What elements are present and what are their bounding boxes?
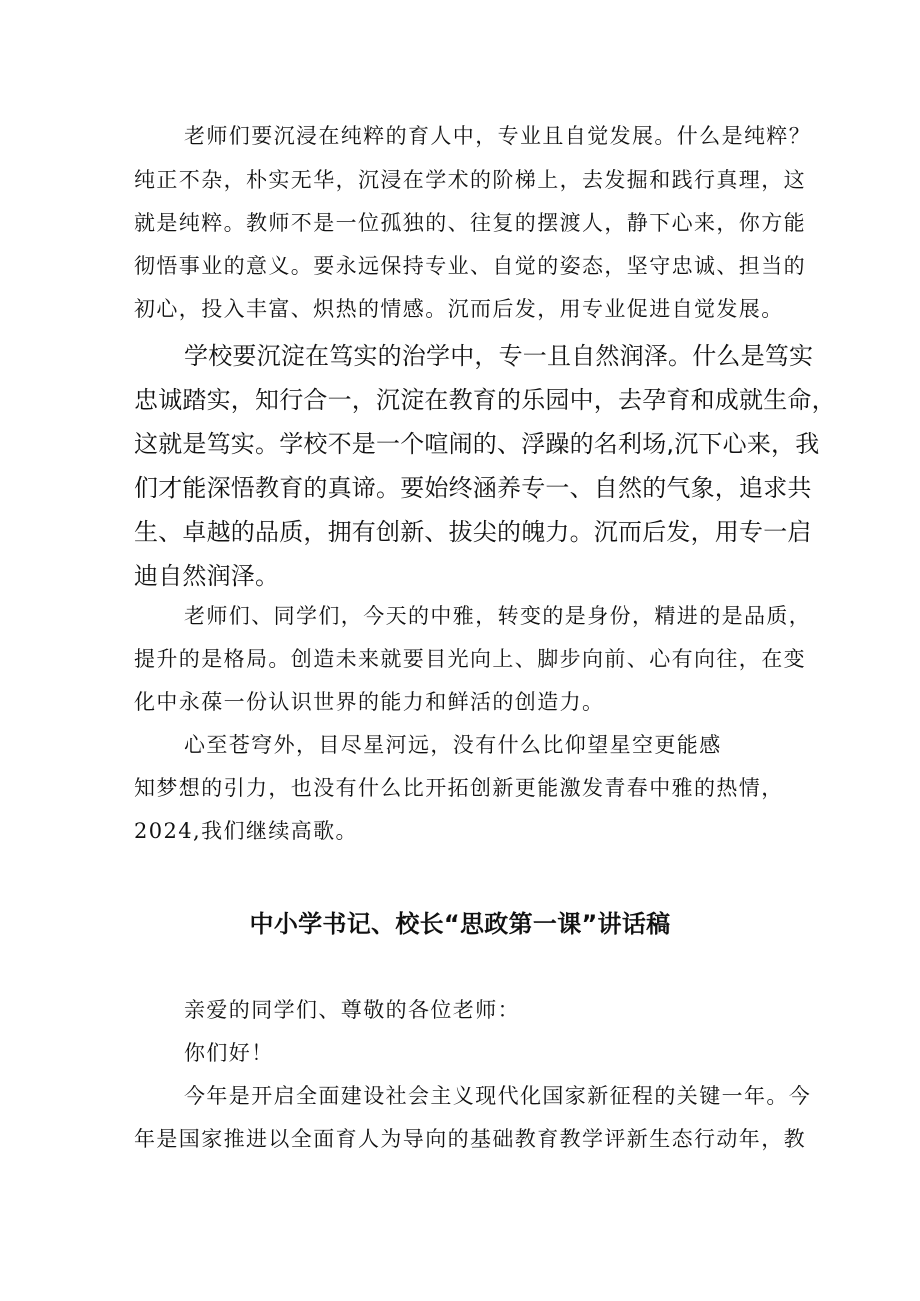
paragraph-line: 化中永葆一份认识世界的能力和鲜活的创造力。 xyxy=(134,690,605,714)
paragraph-line: 心至苍穹外，目尽星河远，没有什么比仰望星空更能感 xyxy=(184,733,722,757)
paragraph-line: 忠诚踏实，知行合一，沉淀在教育的乐园中，去孕育和成就生命， xyxy=(134,386,836,414)
paragraph-line: 学校要沉淀在笃实的治学中，专一且自然润泽。什么是笃实 xyxy=(184,342,814,370)
paragraph-line: 生、卓越的品质，拥有创新、拔尖的魄力。沉而后发，用专一启 xyxy=(134,518,812,546)
paragraph-line: 彻悟事业的意义。要永远保持专业、自觉的姿态，坚守忠诚、担当的 xyxy=(134,254,806,278)
paragraph-line: 提升的是格局。创造未来就要目光向上、脚步向前、心有向往，在变 xyxy=(134,647,806,671)
speech-salutation: 亲爱的同学们、尊敬的各位老师： xyxy=(184,998,520,1022)
speech-title: 中小学书记、校长“思政第一课”讲话稿 xyxy=(249,910,671,938)
paragraph-line: 们才能深悟教育的真谛。要始终涵养专一、自然的气象，追求共 xyxy=(134,474,812,502)
paragraph-line: 初心，投入丰富、炽热的情感。沉而后发，用专业促进自觉发展。 xyxy=(134,297,784,321)
paragraph-line: 这就是笃实。学校不是一个喧闹的、浮躁的名利场,沉下心来，我 xyxy=(134,430,820,458)
speech-greeting: 你们好！ xyxy=(184,1041,274,1065)
paragraph-line: 迪自然润泽。 xyxy=(134,562,280,590)
paragraph-line: 今年是开启全面建设社会主义现代化国家新征程的关键一年。今 xyxy=(184,1084,812,1108)
paragraph-line: 纯正不杂，朴实无华，沉浸在学术的阶梯上，去发掘和践行真理，这 xyxy=(134,168,806,192)
paragraph-line: 2024,我们继续高歌。 xyxy=(134,819,358,843)
paragraph-line: 老师们要沉浸在纯粹的育人中，专业且自觉发展。什么是纯粹？ xyxy=(184,124,812,148)
paragraph-line: 知梦想的引力，也没有什么比开拓创新更能激发青春中雅的热情， xyxy=(134,776,784,800)
paragraph-line: 年是国家推进以全面育人为导向的基础教育教学评新生态行动年，教 xyxy=(134,1127,806,1151)
paragraph-line: 老师们、同学们，今天的中雅，转变的是身份，精进的是品质， xyxy=(184,604,812,628)
paragraph-line: 就是纯粹。教师不是一位孤独的、往复的摆渡人，静下心来，你方能 xyxy=(134,211,806,235)
